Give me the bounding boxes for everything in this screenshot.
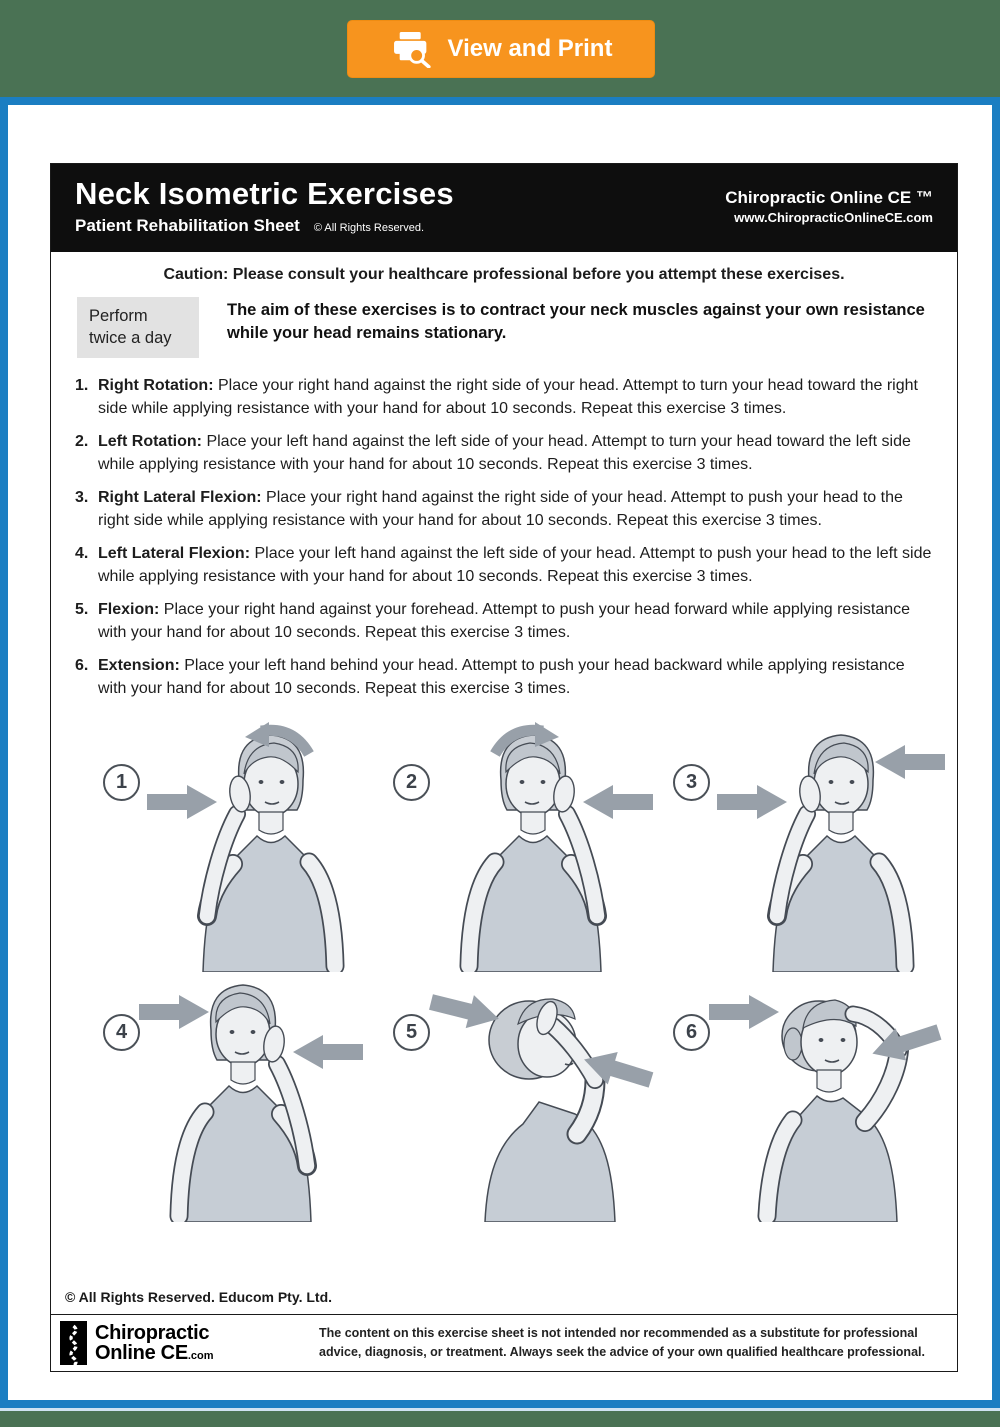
figure-extension: [661, 972, 951, 1222]
exercise-list: [75, 374, 933, 700]
figure-left-rotation: [381, 722, 671, 972]
aim-text: The aim of these exercises is to contract your neck muscles against your own resistance while your head remains stationary.: [227, 301, 925, 343]
figure-number-badge: 3: [673, 764, 710, 801]
printer-magnifier-icon: [390, 30, 432, 68]
exercise-text: Left Lateral Flexion: Place your left hand against the left side of your head. Attempt to push your head to the left side while applying resistance with your hand for about 10 seconds. Repeat this exercise 3 times.: [98, 544, 932, 585]
chiropractic-online-ce-logo: [51, 1321, 319, 1365]
figure-number-badge: 4: [103, 1014, 140, 1051]
exercise-number: 5.: [75, 600, 89, 618]
figure-left-lateral-flexion: [91, 972, 381, 1222]
right-lateral-flexion-illustration: [707, 722, 947, 972]
figure-number-badge: 2: [393, 764, 430, 801]
page-subtitle: Patient Rehabilitation Sheet: [75, 216, 300, 235]
brand-name: Chiropractic Online CE ™: [725, 188, 933, 207]
sheet-header-right: [725, 174, 933, 252]
figure-number-badge: 6: [673, 1014, 710, 1051]
exercise-sheet-page: [0, 97, 1000, 1408]
exercise-number: 3.: [75, 488, 89, 506]
figure-number-badge: 1: [103, 764, 140, 801]
illustration-grid: [51, 722, 957, 1222]
frequency-box: Perform twice a day: [77, 297, 199, 358]
exercise-item-4: [75, 542, 933, 588]
rights-note: © All Rights Reserved.: [313, 222, 425, 234]
exercise-item-3: [75, 486, 933, 532]
brand-website: www.ChiropracticOnlineCE.com: [734, 210, 933, 225]
figure-number-badge: 5: [393, 1014, 430, 1051]
footer-disclaimer: The content on this exercise sheet is not intended nor recommended as a substitute for professional advice, diagnosis, or treatment. Always seek the advice of your own qualified healthcare professional.: [319, 1326, 925, 1359]
logo-text: Chiropractic Online CE.com: [95, 1321, 214, 1364]
caution-text: Caution: Please consult your healthcare professional before you attempt these exercises.: [163, 266, 845, 283]
sheet-content-box: [50, 163, 958, 1372]
sheet-header: [51, 164, 957, 252]
sheet-header-left: [75, 174, 454, 252]
view-and-print-label: View and Print: [447, 35, 613, 62]
figure-right-rotation: [91, 722, 381, 972]
exercise-text: Flexion: Place your right hand against your forehead. Attempt to push your head forward while applying resistance with your hand for about 10 seconds. Repeat this exercise 3 times.: [98, 600, 911, 641]
exercise-number: 2.: [75, 432, 89, 450]
exercise-item-1: [75, 374, 933, 420]
figure-right-lateral-flexion: [661, 722, 951, 972]
exercise-number: 1.: [75, 376, 89, 394]
exercise-item-6: [75, 654, 933, 700]
right-rotation-illustration: [137, 722, 377, 972]
extension-illustration: [707, 972, 947, 1222]
left-lateral-flexion-illustration: [137, 972, 377, 1222]
flexion-illustration: [427, 972, 667, 1222]
figure-flexion: [381, 972, 671, 1222]
view-and-print-button[interactable]: [347, 20, 655, 78]
exercise-item-2: [75, 430, 933, 476]
exercise-text: Extension: Place your left hand behind your head. Attempt to push your head backward while applying resistance with your hand for about 10 seconds. Repeat this exercise 3 times.: [98, 656, 905, 697]
exercise-text: Right Rotation: Place your right hand against the right side of your head. Attempt to turn your head toward the right side while applying resistance with your hand for about 10 seconds. Repeat this exercise 3 times.: [98, 376, 918, 417]
left-rotation-illustration: [427, 722, 667, 972]
page-title: Neck Isometric Exercises: [75, 176, 454, 211]
footer-band: [51, 1314, 957, 1371]
exercise-text: Left Rotation: Place your left hand against the left side of your head. Attempt to turn your head toward the left side while applying resistance with your hand for about 10 seconds. Repeat this exercise 3 times.: [98, 432, 911, 473]
spine-icon: [60, 1321, 87, 1365]
exercise-number: 4.: [75, 544, 89, 562]
exercise-number: 6.: [75, 656, 89, 674]
aim-row: [77, 297, 931, 358]
exercise-item-5: [75, 598, 933, 644]
footer-copyright: © All Rights Reserved. Educom Pty. Ltd.: [65, 1289, 333, 1305]
exercise-text: Right Lateral Flexion: Place your right hand against the right side of your head. Attempt to push your head to the right side while applying resistance with your hand for about 10 seconds. Repeat this exercise 3 times.: [98, 488, 903, 529]
